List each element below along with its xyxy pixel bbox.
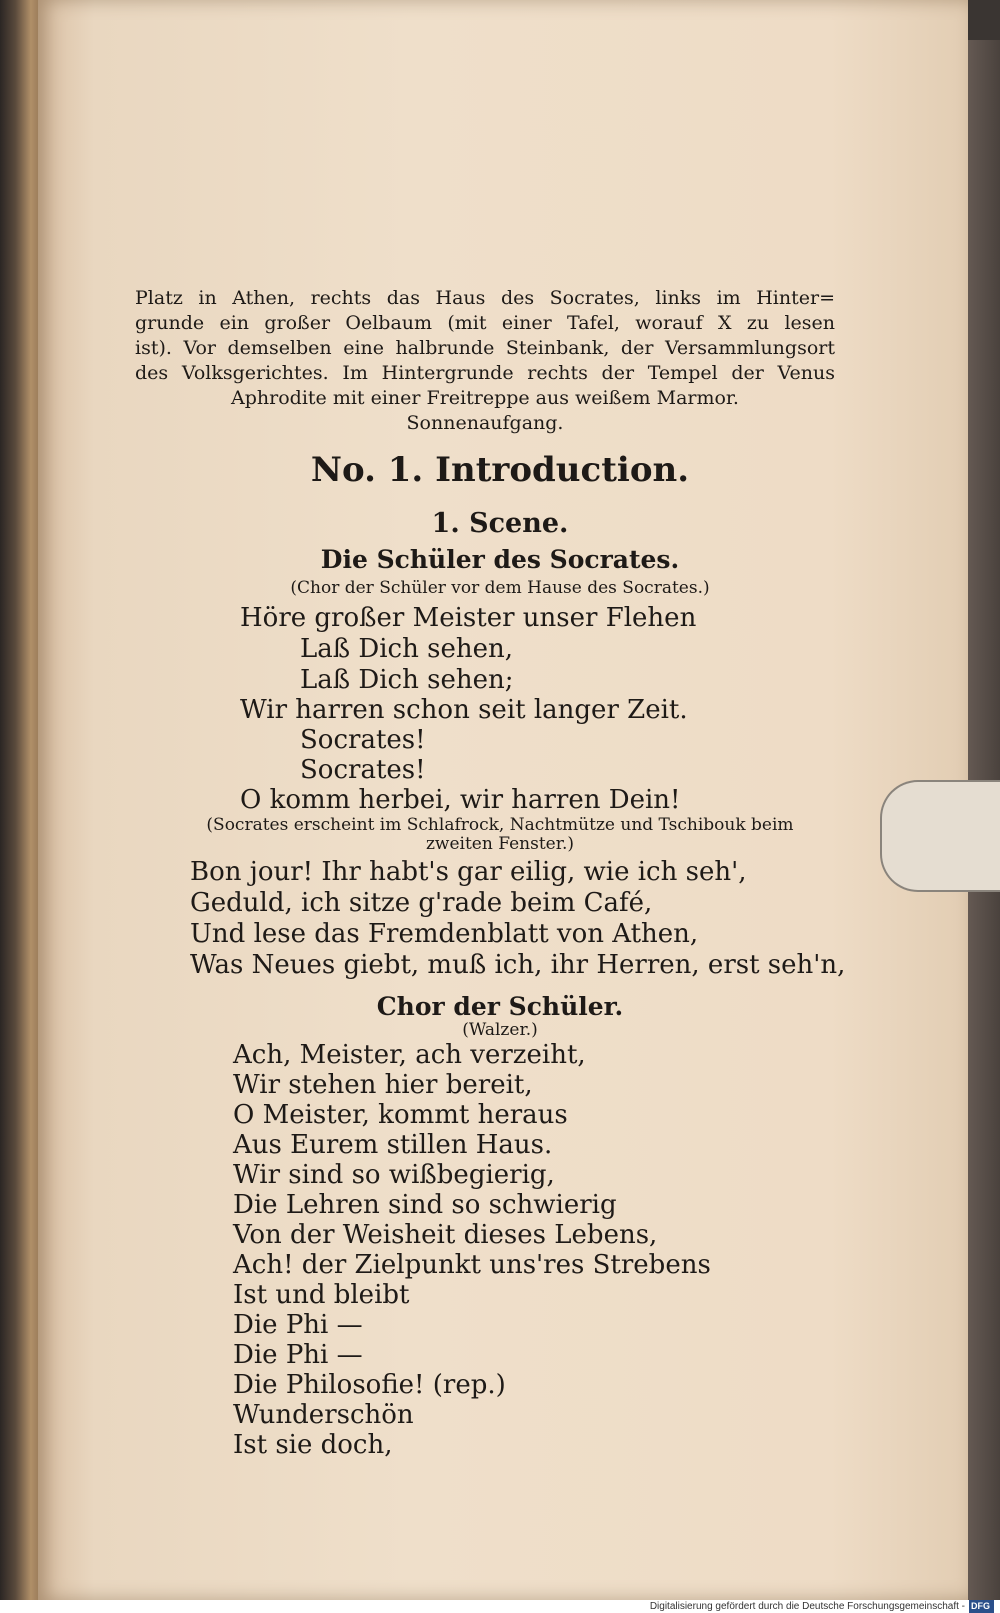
verse-line: Wir stehen hier bereit,: [233, 1070, 533, 1100]
digitization-footer: [0, 1600, 1000, 1613]
verse-line: Die Phi —: [233, 1340, 363, 1370]
verse-line: O komm herbei, wir harren Dein!: [240, 785, 681, 815]
verse-line: Ist sie doch,: [233, 1430, 393, 1460]
intro-line: Aphrodite mit einer Freitreppe aus weißem Marmor.: [231, 387, 739, 409]
section-title: Die Schüler des Socrates.: [320, 545, 680, 574]
section-title: Chor der Schüler.: [376, 992, 624, 1021]
stage-direction: (Socrates erscheint im Schlafrock, Nachtmütze und Tschibouk beim: [206, 815, 794, 835]
verse-line: O Meister, kommt heraus: [233, 1100, 568, 1130]
verse-line: Von der Weisheit dieses Lebens,: [233, 1220, 658, 1250]
intro-line: Sonnenaufgang.: [406, 412, 564, 434]
intro-line: grunde ein großer Oelbaum (mit einer Tafel, worauf X zu lesen: [135, 312, 835, 334]
verse-line: Was Neues giebt, muß ich, ihr Herren, erst seh'n,: [190, 950, 846, 980]
verse-line: Geduld, ich sitze g'rade beim Café,: [190, 888, 653, 918]
intro-line: des Volksgerichtes. Im Hintergrunde rechts der Tempel der Venus: [135, 362, 835, 384]
footer-text: Digitalisierung gefördert durch die Deutsche Forschungsgemeinschaft -: [649, 1601, 965, 1612]
verse-line: Ach! der Zielpunkt uns'res Strebens: [233, 1250, 711, 1280]
verse-line: Ach, Meister, ach verzeiht,: [233, 1040, 586, 1070]
page-clip-tab: [880, 780, 1000, 892]
verse-line: Wir sind so wißbegierig,: [233, 1160, 555, 1190]
intro-line: Platz in Athen, rechts das Haus des Socrates, links im Hinter=: [135, 287, 835, 309]
number-heading: No. 1. Introduction.: [310, 450, 690, 490]
verse-line: Die Lehren sind so schwierig: [233, 1190, 617, 1220]
verse-line: Socrates!: [300, 755, 426, 785]
verse-line: Wir harren schon seit langer Zeit.: [240, 695, 688, 725]
stage-direction: zweiten Fenster.): [425, 834, 575, 854]
verse-line: Socrates!: [300, 725, 426, 755]
verse-line: Wunderschön: [233, 1400, 414, 1430]
scene-heading: 1. Scene.: [431, 508, 569, 539]
verse-line: Höre großer Meister unser Flehen: [240, 603, 697, 633]
dfg-logo: DFG: [969, 1600, 994, 1613]
verse-line: Die Phi —: [233, 1310, 363, 1340]
stage-direction: (Chor der Schüler vor dem Hause des Socrates.): [290, 578, 710, 598]
verse-line: Aus Eurem stillen Haus.: [233, 1130, 553, 1160]
tempo-marking: (Walzer.): [462, 1020, 538, 1040]
verse-line: Bon jour! Ihr habt's gar eilig, wie ich seh',: [190, 857, 747, 887]
verse-line: Laß Dich sehen,: [300, 634, 514, 664]
verse-line: Laß Dich sehen;: [300, 665, 514, 695]
verse-line: Und lese das Fremdenblatt von Athen,: [190, 919, 699, 949]
intro-line: ist). Vor demselben eine halbrunde Steinbank, der Versammlungsort: [135, 337, 835, 359]
verse-line: Die Philosofie! (rep.): [233, 1370, 506, 1400]
verse-line: Ist und bleibt: [233, 1280, 410, 1310]
